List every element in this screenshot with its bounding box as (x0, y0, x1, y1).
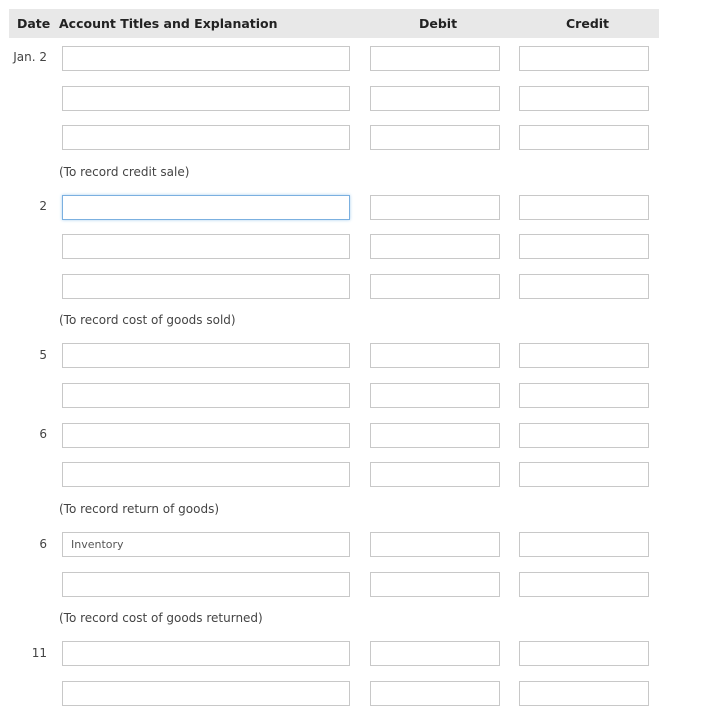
debit-input[interactable] (370, 274, 500, 299)
header-credit: Credit (566, 16, 610, 31)
credit-input[interactable] (519, 462, 649, 487)
account-title-input[interactable] (62, 423, 350, 448)
entry-explanation: (To record credit sale) (59, 165, 190, 179)
entry-date: 6 (39, 537, 47, 551)
entry-explanation: (To record cost of goods returned) (59, 611, 263, 625)
credit-input[interactable] (519, 572, 649, 597)
header-account-titles: Account Titles and Explanation (59, 16, 278, 31)
credit-input[interactable] (519, 641, 649, 666)
credit-input[interactable] (519, 383, 649, 408)
credit-input[interactable] (519, 195, 649, 220)
entry-date: 2 (39, 199, 47, 213)
credit-input[interactable] (519, 532, 649, 557)
debit-input[interactable] (370, 641, 500, 666)
account-title-input[interactable] (62, 234, 350, 259)
credit-input[interactable] (519, 125, 649, 150)
account-title-input[interactable] (62, 274, 350, 299)
entry-date: 5 (39, 348, 47, 362)
credit-input[interactable] (519, 86, 649, 111)
account-title-input-focused[interactable] (62, 195, 350, 220)
journal-header (9, 9, 659, 38)
account-title-input[interactable] (62, 681, 350, 706)
credit-input[interactable] (519, 343, 649, 368)
debit-input[interactable] (370, 195, 500, 220)
debit-input[interactable] (370, 125, 500, 150)
entry-explanation: (To record cost of goods sold) (59, 313, 236, 327)
account-title-input[interactable] (62, 462, 350, 487)
debit-input[interactable] (370, 572, 500, 597)
account-title-input[interactable] (62, 86, 350, 111)
header-date: Date (17, 16, 51, 31)
account-title-input[interactable] (62, 572, 350, 597)
debit-input[interactable] (370, 532, 500, 557)
account-title-input[interactable] (62, 46, 350, 71)
account-title-input[interactable] (62, 343, 350, 368)
debit-input[interactable] (370, 383, 500, 408)
account-title-input[interactable] (62, 125, 350, 150)
debit-input[interactable] (370, 234, 500, 259)
entry-date: 6 (39, 427, 47, 441)
entry-explanation: (To record return of goods) (59, 502, 220, 516)
credit-input[interactable] (519, 681, 649, 706)
entry-date: 11 (31, 646, 47, 660)
debit-input[interactable] (370, 343, 500, 368)
credit-input[interactable] (519, 423, 649, 448)
debit-input[interactable] (370, 681, 500, 706)
credit-input[interactable] (519, 234, 649, 259)
debit-input[interactable] (370, 86, 500, 111)
credit-input[interactable] (519, 46, 649, 71)
debit-input[interactable] (370, 423, 500, 448)
entry-date: Jan. 2 (13, 50, 47, 64)
credit-input[interactable] (519, 274, 649, 299)
account-title-input[interactable] (62, 383, 350, 408)
account-title-input[interactable] (62, 641, 350, 666)
account-title-input[interactable] (62, 532, 350, 557)
header-debit: Debit (419, 16, 458, 31)
debit-input[interactable] (370, 462, 500, 487)
debit-input[interactable] (370, 46, 500, 71)
